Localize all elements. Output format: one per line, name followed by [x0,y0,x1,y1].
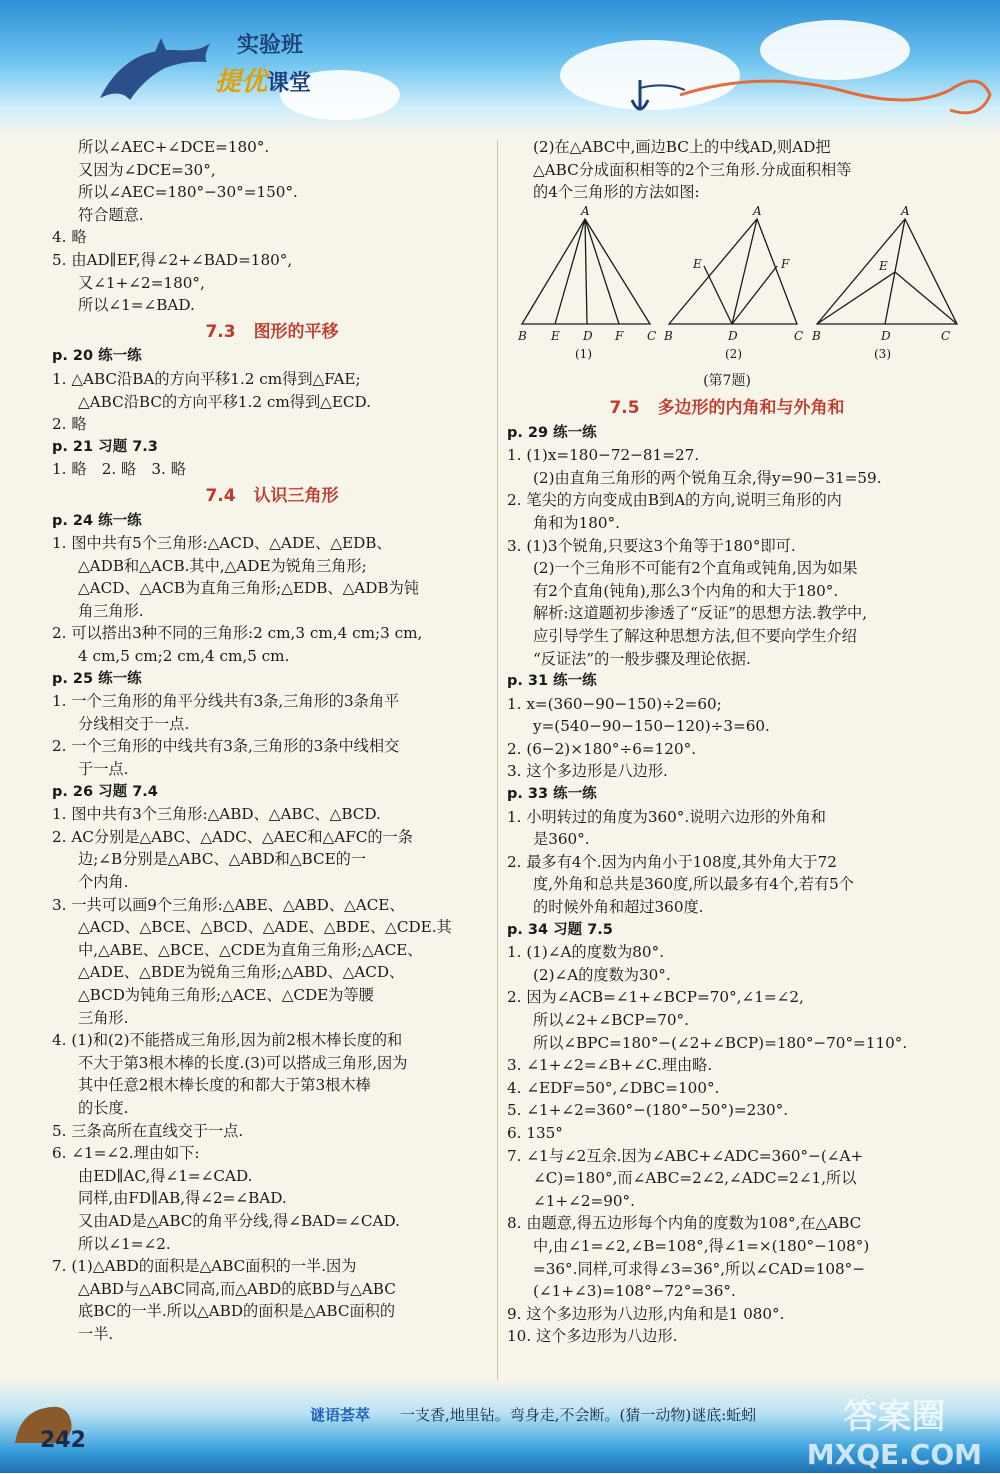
subsection-heading: p. 21 习题 7.3 [52,438,158,455]
answer-line: 5. 三条高所在直线交于一点. [52,1121,244,1140]
fig2-label-E: E [693,256,702,271]
answer-line: △ABC分成面积相等的2个三角形.分成面积相等 [533,160,852,179]
answer-line: (2)一个三角形不可能有2个直角或钝角,因为如果 [533,559,858,578]
answer-line: 10. 这个多边形为八边形. [507,1327,678,1346]
answer-line: 2. 一个三角形的中线共有3条,三角形的3条中线相交 [52,737,400,756]
answer-line: 1. △ABC沿BA的方向平移1.2 cm得到△FAE; [52,369,361,388]
answer-line: 所以∠AEC+∠DCE=180°. [78,138,270,156]
answer-line: 由ED∥AC,得∠1=∠CAD. [78,1166,253,1185]
riddle-title: 谜语荟萃 [310,1406,371,1424]
subsection-heading: p. 34 习题 7.5 [507,921,613,938]
answer-line: 分线相交于一点. [78,714,190,733]
answer-line: 同样,由FD∥AB,得∠2=∠BAD. [78,1189,287,1208]
answer-line: 的长度. [78,1098,129,1117]
answer-line: △ACD、△ACB为直角三角形;△EDB、△ADB为钝 [78,579,419,598]
answer-line: ∠C)=180°,而∠ABC=2∠2,∠ADC=2∠1,所以 [533,1169,857,1188]
answer-line: 所以∠1=∠2. [78,1234,171,1253]
subsection-heading: p. 31 练一练 [507,673,597,690]
answer-line: ∠1+∠2=90°. [533,1191,635,1210]
answer-line: 1. 图中共有5个三角形:△ACD、△ADE、△EDB、 [52,534,392,553]
answer-line: 个内角. [78,873,129,891]
answer-line: 又因为∠DCE=30°, [78,160,216,179]
fig2-label-F: F [781,256,790,271]
answer-line: 2. 因为∠ACB=∠1+∠BCP=70°,∠1=∠2, [507,988,804,1007]
right-top-text [507,136,947,204]
figure-triangles [507,203,951,364]
brand-logo [215,28,311,98]
fig3-label-C: C [941,328,951,343]
answer-line: 1. 略 2. 略 3. 略 [52,460,186,479]
answer-line: 角三角形. [78,601,144,620]
answer-line: 又由AD是△ABC的角平分线,得∠BAD=∠CAD. [78,1211,400,1230]
fig1-label-E: E [551,328,560,343]
answer-line: 其中任意2根木棒长度的和都大于第3根木棒 [78,1076,371,1095]
answer-line: 不大于第3根木棒的长度.(3)可以搭成三角形,因为 [78,1053,408,1072]
fig1-label-C: C [647,328,657,343]
fig1-label-F: F [615,328,624,343]
section-title: 多边形的内角和与外角和 [657,397,845,418]
answer-line: 2. 略 [52,415,87,434]
answer-line: 所以∠2+∠BCP=70°. [533,1011,689,1029]
brand-line2b: 课堂 [267,71,312,96]
answer-line: 4. 略 [52,228,87,247]
fig3-label-D: D [881,328,891,343]
column-divider [497,140,498,1380]
fig1-label-B: B [518,328,527,343]
figure-title: (第7题) [703,373,751,390]
answer-line: 4. ∠EDF=50°,∠DBC=100°. [507,1078,720,1097]
answer-line: 解析:这道题初步渗透了“反证”的思想方法.教学中, [533,604,868,623]
section-number: 7.4 [205,485,236,506]
answer-line: 1. x=(360−90−150)÷2=60; [507,694,722,713]
brand-line1: 实验班 [237,33,304,58]
fig2-label-A: A [753,203,762,218]
dolphin-icon [95,38,215,108]
watermark-line2: MXQE.COM [806,1438,982,1471]
answer-line: 9. 这个多边形为八边形,内角和是1 080°. [507,1304,785,1323]
answer-line: 中,由∠1=∠2,∠B=108°,得∠1=×(180°−108°) [533,1236,870,1255]
answer-line: 1. (1)x=180−72−81=27. [507,446,700,465]
answer-line: 角和为180°. [533,513,620,532]
page-header [0,0,1000,135]
answer-line: (2)在△ABC中,画边BC上的中线AD,则AD把 [533,138,831,156]
answer-line: △ABD与△ABC同高,而△ABD的底BD与△ABC [78,1279,396,1298]
answer-line: 三角形. [78,1008,129,1027]
answer-line: 边;∠B分别是△ABC、△ABD和△BCE的一 [78,850,367,869]
answer-line: 6. 135° [507,1123,563,1142]
answer-line: 1. 一个三角形的角平分线共有3条,三角形的3条角平 [52,692,400,711]
answer-line: 4. (1)和(2)不能搭成三角形,因为前2根木棒长度的和 [52,1031,403,1050]
answer-line: 4 cm,5 cm;2 cm,4 cm,5 cm. [78,647,290,666]
answer-line: 2. 笔尖的方向变成由B到A的方向,说明三角形的内 [507,491,842,510]
fig1-label-D: D [583,328,593,343]
answer-line: 又∠1+∠2=180°, [78,273,205,292]
answer-line: 3. (1)3个锐角,只要这3个角等于180°即可. [507,536,796,555]
answer-line: 3. ∠1+∠2=∠B+∠C.理由略. [507,1056,713,1075]
rope-icon [680,60,1000,135]
subsection-heading: p. 29 练一练 [507,424,597,441]
subsection-heading: p. 24 练一练 [52,512,142,529]
answer-line: 8. 由题意,得五边形每个内角的度数为108°,在△ABC [507,1214,862,1233]
answer-line: 是360°. [533,830,590,849]
answer-line: 所以∠BPC=180°−(∠2+∠BCP)=180°−70°=110°. [533,1033,908,1052]
subsection-heading: p. 26 习题 7.4 [52,783,158,800]
answer-line: 的4个三角形的方法如图: [533,183,700,202]
answer-line: 一半. [78,1324,114,1343]
answer-line: △BCD为钝角三角形;△ACE、△CDE为等腰 [78,985,374,1004]
answer-line: △ADE、△BDE为锐角三角形;△ABD、△ACD、 [78,963,405,982]
fig1-caption: (1) [575,346,592,361]
section-number: 7.5 [609,397,640,418]
page-number: 242 [40,1428,86,1453]
answer-line: △ADB和△ACB.其中,△ADE为锐角三角形; [78,556,367,575]
section-heading [52,321,492,344]
answer-line: 2. (6−2)×180°÷6=120°. [507,739,697,758]
fig3-label-E: E [879,258,888,273]
watermark-line1: 答案圈 [843,1397,946,1437]
fig2-label-B: B [664,328,673,343]
fig1-label-A: A [581,203,590,218]
watermark [807,1398,982,1474]
answer-line: 中,△ABE、△BCE、△CDE为直角三角形;△ACE、 [78,940,423,959]
answer-line: 1. 小明转过的角度为360°.说明六边形的外角和 [507,807,826,826]
section-heading [507,397,947,420]
left-column [52,136,492,1345]
section-title: 认识三角形 [253,485,339,506]
answer-line: △ACD、△BCE、△BCD、△ADE、△BDE、△CDE.其 [78,918,452,937]
fig3-label-A: A [901,203,910,218]
answer-line: 7. (1)△ABD的面积是△ABC面积的一半.因为 [52,1257,357,1276]
answer-line: (∠1+∠3)=108°−72°=36°. [533,1282,736,1301]
answer-line: 5. ∠1+∠2=360°−(180°−50°)=230°. [507,1101,789,1120]
answer-line: 度,外角和总共是360度,所以最多有4个,若有5个 [533,875,854,894]
answer-line: 1. 图中共有3个三角形:△ABD、△ABC、△BCD. [52,805,381,824]
answer-line: =36°.同样,可求得∠3=36°,所以∠CAD=108°− [533,1259,865,1278]
answer-line: 2. 最多有4个.因为内角小于108度,其外角大于72 [507,852,837,871]
answer-line: 所以∠1=∠BAD. [78,296,195,315]
answer-line: y=(540−90−150−120)÷3=60. [533,717,770,736]
answer-line: 有2个直角(钝角),那么3个内角的和大于180°. [533,581,839,600]
answer-line: 5. 由AD∥EF,得∠2+∠BAD=180°, [52,250,293,269]
right-column [507,136,951,1348]
answer-line: 底BC的一半.所以△ABD的面积是△ABC面积的 [78,1302,396,1321]
answer-line: 1. (1)∠A的度数为80°. [507,943,665,962]
section-title: 图形的平移 [253,321,339,342]
fig2-label-C: C [794,328,804,343]
answer-line: 2. AC分别是△ABC、△ADC、△AEC和△AFC的一条 [52,827,413,846]
answer-line: 符合题意. [78,205,144,224]
answer-line: 所以∠AEC=180°−30°=150°. [78,183,298,202]
fig3-label-B: B [812,328,821,343]
answer-line: △ABC沿BC的方向平移1.2 cm得到△ECD. [78,392,372,411]
answer-line: “反证法”的一般步骤及理论依据. [533,649,751,668]
answer-line: 2. 可以搭出3种不同的三角形:2 cm,3 cm,4 cm;3 cm, [52,624,423,643]
answer-line: 应引导学生了解这种思想方法,但不要向学生介绍 [533,626,857,645]
answer-line: 的时候外角和超过360度. [533,898,704,917]
right-lines [507,397,947,1348]
section-heading [52,485,492,508]
subsection-heading: p. 20 练一练 [52,348,142,365]
subsection-heading: p. 33 练一练 [507,786,597,803]
answer-line: (2)∠A的度数为30°. [533,965,671,984]
subsection-heading: p. 25 练一练 [52,670,142,687]
answer-line: (2)由直角三角形的两个锐角互余,得y=90−31=59. [533,468,882,487]
answer-line: 7. ∠1与∠2互余.因为∠ABC+∠ADC=360°−(∠A+ [507,1146,864,1165]
riddle-text: 一支香,地里钻。弯身走,不会断。(猜一动物)谜底:蚯蚓 [400,1406,757,1424]
answer-line: 3. 一共可以画9个三角形:△ABE、△ABD、△ACE、 [52,895,405,914]
section-number: 7.3 [205,321,236,342]
answer-line: 于一点. [78,760,129,779]
fig2-label-D: D [728,328,738,343]
brand-line2a: 提优 [215,67,268,97]
answer-line: 6. ∠1=∠2.理由如下: [52,1144,200,1163]
answer-line: 3. 这个多边形是八边形. [507,762,668,781]
fig3-caption: (3) [874,346,891,361]
fig2-caption: (2) [725,346,742,361]
